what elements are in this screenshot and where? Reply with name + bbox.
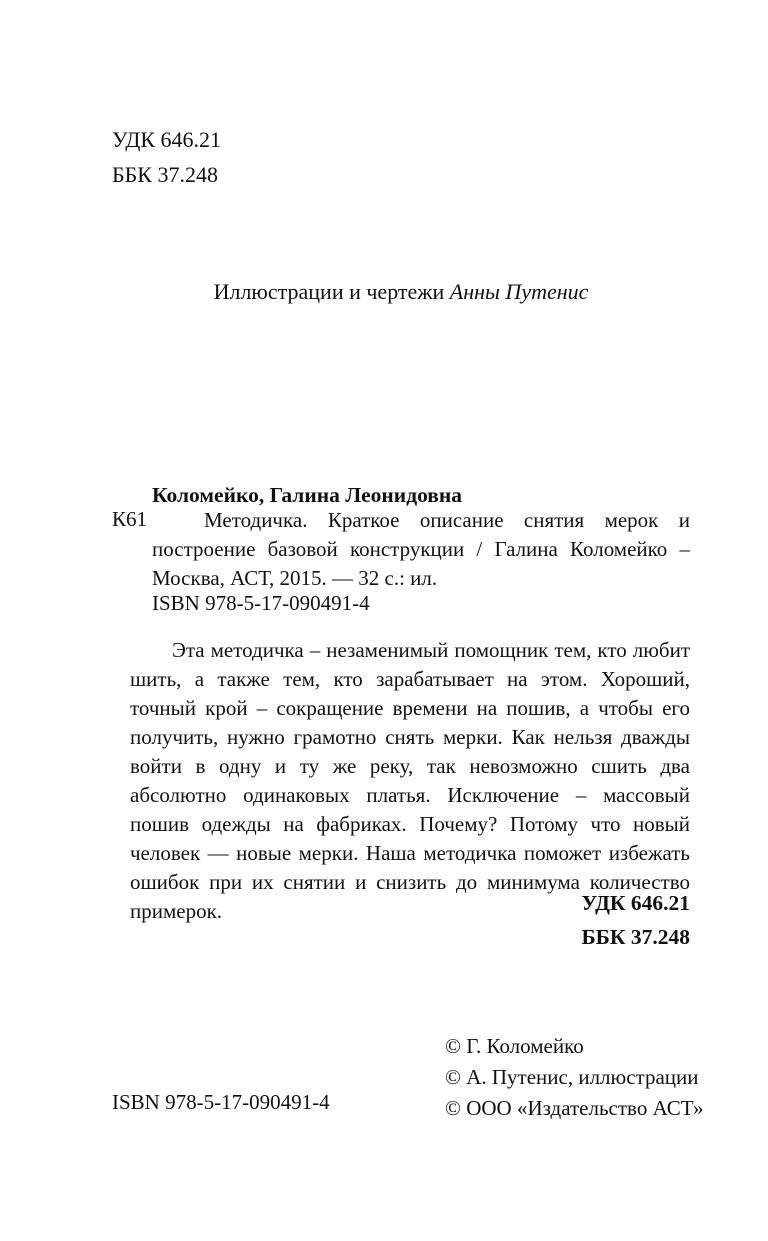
copyright-illustrator: © А. Путенис, иллюстрации [445, 1065, 699, 1089]
udc-code-top: УДК 646.21 [112, 127, 222, 152]
catalog-description: Методичка. Краткое описание снятия мерок и построение базовой конструкции / Галина Коломейко – Москва, АСТ, 2015. — 32 с.: ил. [152, 508, 690, 590]
catalog-isbn: ISBN 978-5-17-090491-4 [152, 591, 370, 615]
illustration-credit-text: Иллюстрации и чертежи [213, 279, 450, 304]
illustrator-name: Анны Путенис [449, 279, 589, 304]
annotation-paragraph: Эта методичка – незаменимый помощник тем, кто любит шить, а также тем, кто зарабатывает на этом. Хороший, точный крой – сокращение времени на пошив, а чтобы его получить, нужно грамотно снять мерки. Как нельзя дважды войти в одну и ту же реку, так невозможно сшить два абсолютно одинаковых платья. Исключение – массовый пошив одежды на фабриках. Почему? Потому что новый человек — новые мерки. Наша методичка поможет избежать ошибок при их снятии и снизить до минимума количество примерок. [130, 638, 690, 923]
copyright-publisher: © ООО «Издательство АСТ» [445, 1096, 704, 1120]
classification-block-top [112, 122, 221, 192]
author-heading: Коломейко, Галина Леонидовна [152, 483, 463, 507]
copyright-block [445, 1031, 703, 1124]
footer-isbn: ISBN 978-5-17-090491-4 [112, 1090, 330, 1114]
copyright-author: © Г. Коломейко [445, 1034, 584, 1058]
catalog-index-code: К61 [112, 507, 148, 531]
bbk-code-top: ББК 37.248 [112, 162, 218, 187]
udc-code-bottom: УДК 646.21 [581, 891, 690, 915]
classification-block-bottom [581, 886, 690, 954]
illustration-credit-line [112, 279, 690, 305]
bbk-code-bottom: ББК 37.248 [581, 925, 690, 949]
